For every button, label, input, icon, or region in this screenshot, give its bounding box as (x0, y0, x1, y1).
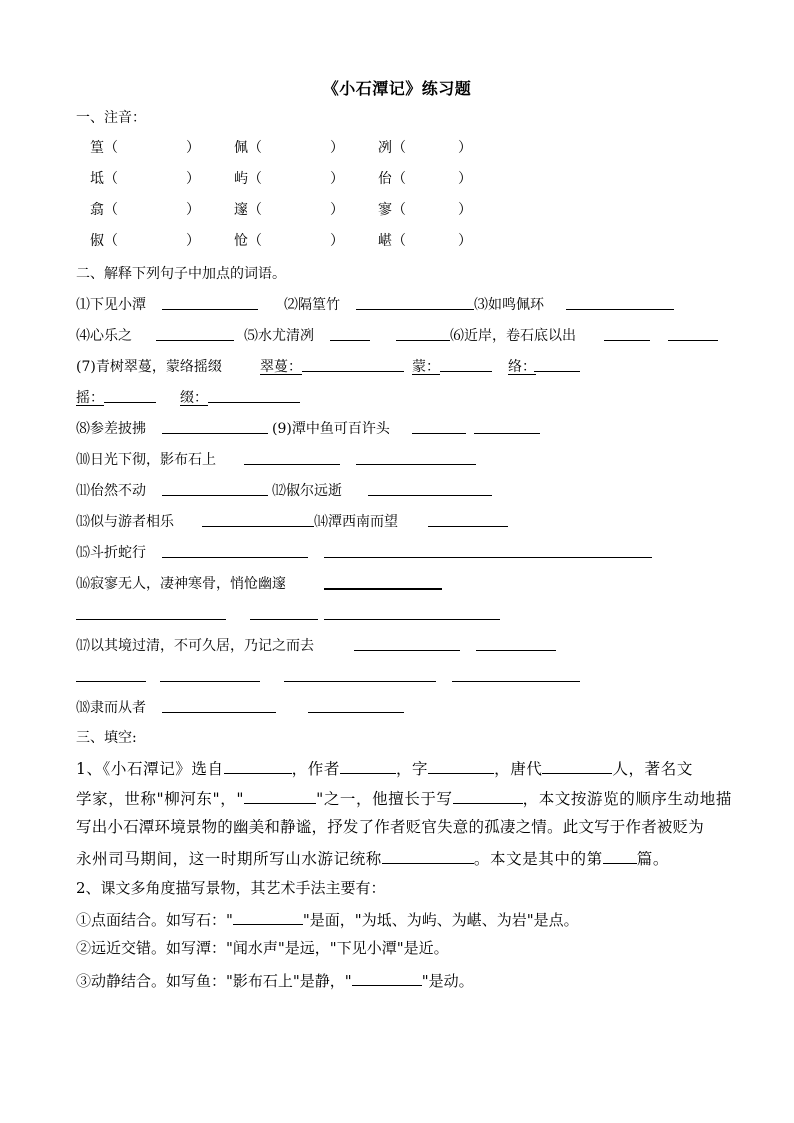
fill-blank[interactable] (428, 755, 494, 774)
answer-blank[interactable] (604, 340, 650, 341)
fill-blank[interactable] (382, 845, 474, 864)
fill-para-2-item-2: ②远近交错。如写潭："闻水声"是远，"下见小潭"是近。 (76, 939, 449, 957)
explain-row-8: ⒀似与游者相乐 ⒁潭西南而望 (76, 512, 526, 532)
answer-blank[interactable] (76, 681, 146, 682)
answer-blank[interactable] (330, 340, 370, 341)
explain-row-2: ⑷心乐之 ⑸水尤清冽 ⑹近岸，卷石底以出 (76, 326, 726, 346)
fill-para-1-line-1: 1、《小石潭记》选自 ，作者 ，字 ，唐代 人，著名文 (76, 755, 693, 779)
fill-blank[interactable] (340, 755, 396, 774)
section3-heading: 三、填空: (76, 730, 137, 746)
answer-blank[interactable] (308, 712, 404, 713)
fill-para-1-line-3: 写出小石潭环境景物的幽美和静谧，抒发了作者贬官失意的孤凄之情。此文写于作者被贬为 (76, 818, 705, 836)
answer-blank[interactable] (162, 712, 276, 713)
answer-blank[interactable] (534, 371, 580, 372)
answer-blank[interactable] (476, 650, 556, 651)
answer-blank[interactable] (324, 619, 500, 620)
explain-row-3: (7)青树翠蔓，蒙络摇缀 翠蔓： 蒙： 络： (76, 357, 596, 377)
answer-blank[interactable] (428, 526, 508, 527)
fill-blank[interactable] (603, 845, 637, 864)
explain-row-14: ⒅隶而从者 (76, 698, 426, 718)
answer-blank[interactable] (160, 681, 260, 682)
explain-row-7: ⑾佁然不动 ⑿俶尔远逝 (76, 481, 506, 501)
answer-blank[interactable] (76, 619, 226, 620)
fill-blank[interactable] (224, 755, 292, 774)
explain-row-12: ⒄以其境过清，不可久居，乃记之而去 (76, 636, 576, 656)
answer-blank[interactable] (368, 495, 492, 496)
answer-blank[interactable] (162, 557, 308, 558)
fill-para-2-intro: 2、课文多角度描写景物，其艺术手法主要有： (76, 879, 386, 897)
answer-blank[interactable] (250, 619, 318, 620)
explain-row-1: ⑴下见小潭 ⑵隔篁竹 ⑶如鸣佩环 (76, 295, 716, 315)
answer-blank[interactable] (356, 464, 476, 465)
answer-blank[interactable] (162, 495, 268, 496)
fill-blank[interactable] (233, 908, 303, 925)
explain-row-4: 摇： 缀： (76, 388, 316, 408)
fill-blank[interactable] (244, 785, 316, 804)
answer-blank[interactable] (208, 402, 300, 403)
answer-blank[interactable] (324, 557, 652, 558)
answer-blank[interactable] (412, 433, 466, 434)
answer-blank[interactable] (302, 371, 404, 372)
answer-blank[interactable] (324, 588, 442, 590)
answer-blank[interactable] (566, 309, 674, 310)
answer-blank[interactable] (668, 340, 718, 341)
answer-blank[interactable] (354, 650, 460, 651)
explain-row-10: ⒃寂寥无人，凄神寒骨，悄怆幽邃 (76, 574, 456, 594)
explain-row-9: ⒂斗折蛇行 (76, 543, 666, 563)
answer-blank[interactable] (162, 433, 268, 434)
answer-blank[interactable] (284, 681, 436, 682)
fill-blank[interactable] (453, 785, 523, 804)
fill-para-2-item-3: ③动静结合。如写鱼："影布石上"是静，" "是动。 (76, 969, 474, 989)
worksheet-page: 《小石潭记》练习题 一、注音： 篁（ ） 佩（ ） 冽（ ） 坻（ ） 屿（ ） 佁（ ） 翕（ ） 邃（ ） 寥（ ） 俶（ ） 怆（ ） 嵁（ ） 二、解释下列句子中加点的词语。 ⑴下见小潭 ⑵隔篁竹 ⑶如鸣佩环 ⑷心乐之 ⑸水尤清冽 ⑹近岸，卷石底以出 (7)青树翠蔓，蒙络摇缀 翠蔓： 蒙： 络： 摇： 缀： ⑻参差披拂 (9)潭中鱼可百许头 ⑽日光下彻，影布石上 ⑾佁然不动 ⑿俶尔远逝 ⒀似与游者相乐 ⒁潭西南而望 ⒂斗折蛇行 ⒃寂寥无人，凄神寒骨，悄怆幽邃 ⒄以其境过清，不可久居，乃记之而去 ⒅隶而从者 三、填空: 1、《小石潭记》选自 ，作者 ，字 ，唐代 人，著名文 学家，世称"柳河东"，" "之一，他擅长于写 ，本文按游览的顺序生动地描 写出小石潭环境景物的幽美和静谧，抒发了作者贬官失意的孤凄之情。此文写于作者被贬为 永州司马期间，这一时期所写山水游记统称 。本文是其中的第 篇。 2、课文多角度描写景物，其艺术手法主要有： ①点面结合。如写石：" "是面，"为坻、为屿、为嵁、为岩"是点。 ②远近交错。如写潭："闻水声"是远，"下见小潭"是近。 ③动静结合。如写鱼："影布石上"是静，" "是动。 (0, 0, 794, 1123)
fill-para-1-line-2: 学家，世称"柳河东"，" "之一，他擅长于写 ，本文按游览的顺序生动地描 (76, 785, 732, 809)
section2-heading: 二、解释下列句子中加点的词语。 (76, 266, 286, 282)
answer-blank[interactable] (162, 309, 258, 310)
section1-heading: 一、注音： (76, 110, 146, 126)
explain-row-11 (76, 605, 516, 625)
answer-blank[interactable] (440, 371, 492, 372)
answer-blank[interactable] (156, 340, 234, 341)
answer-blank[interactable] (452, 681, 580, 682)
answer-blank[interactable] (474, 433, 540, 434)
fill-para-2-item-1: ①点面结合。如写石：" "是面，"为坻、为屿、为嵁、为岩"是点。 (76, 908, 579, 928)
answer-blank[interactable] (244, 464, 340, 465)
fill-para-1-line-4: 永州司马期间，这一时期所写山水游记统称 。本文是其中的第 篇。 (76, 845, 669, 869)
fill-blank[interactable] (352, 969, 422, 986)
answer-blank[interactable] (104, 402, 156, 403)
answer-blank[interactable] (356, 309, 474, 310)
fill-blank[interactable] (542, 755, 612, 774)
page-title: 《小石潭记》练习题 (322, 79, 472, 98)
explain-row-13 (76, 667, 596, 687)
explain-row-5: ⑻参差披拂 (9)潭中鱼可百许头 (76, 419, 556, 439)
explain-row-6: ⑽日光下彻，影布石上 (76, 450, 496, 470)
answer-blank[interactable] (396, 340, 450, 341)
answer-blank[interactable] (202, 526, 314, 527)
